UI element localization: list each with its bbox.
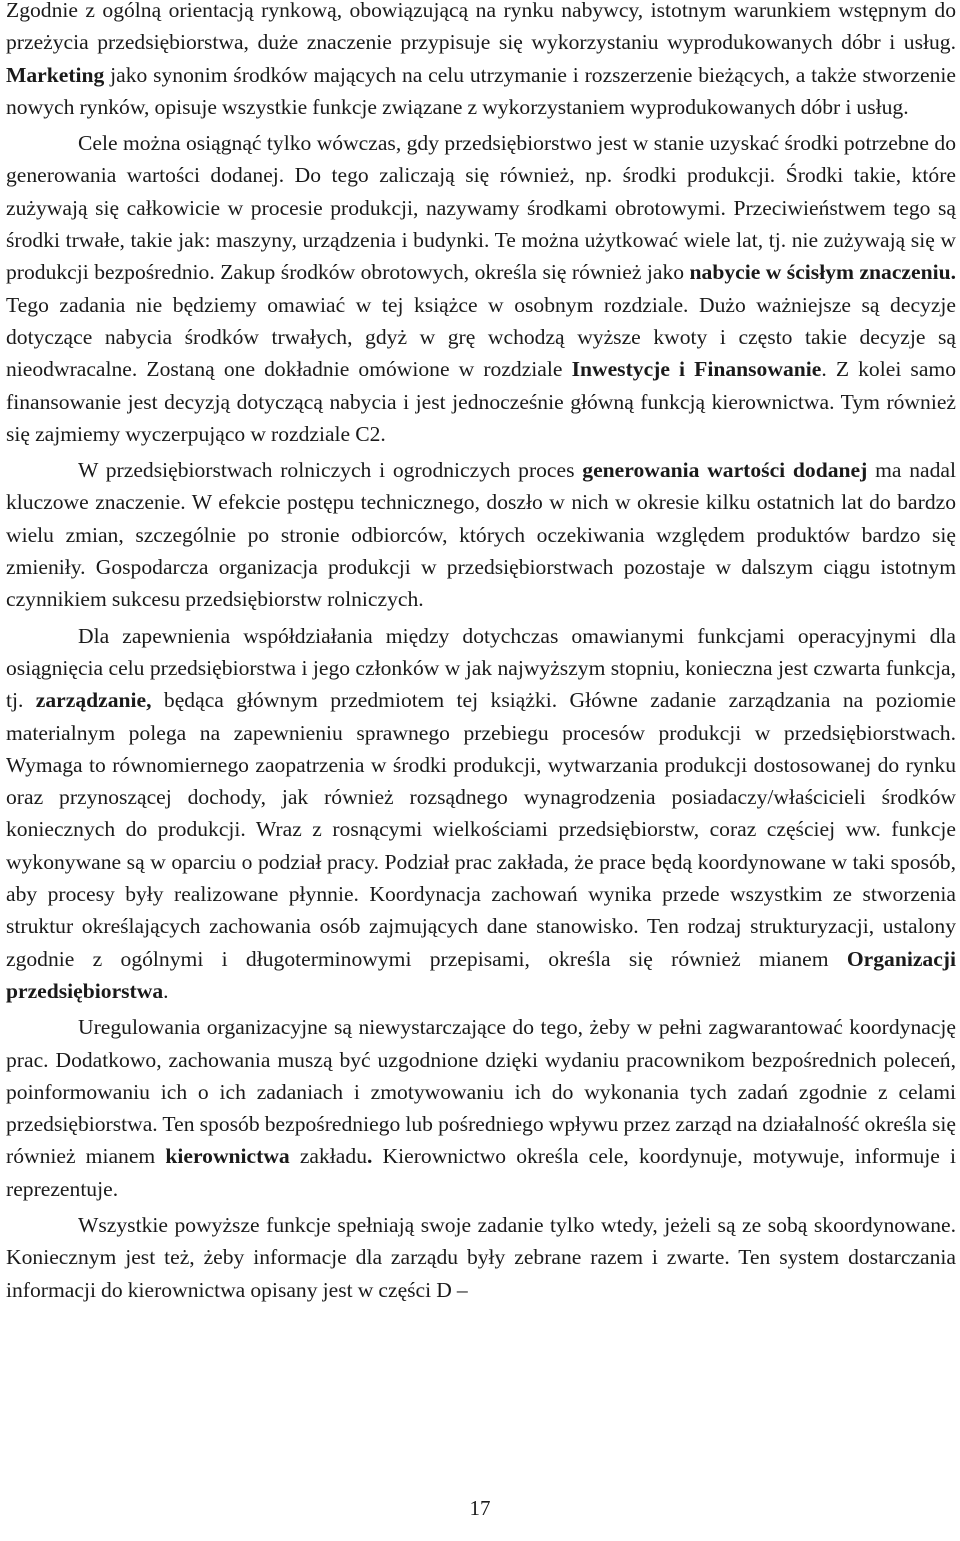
text-run: Zgodnie z ogólną orientacją rynkową, obowiązującą na rynku nabywcy, istotnym warunkiem wstępnym do przeżycia przedsiębiorstwa, duże znaczenie przypisuje się wykorzystaniu wyprodukowanych dóbr i usług.: [6, 0, 956, 55]
paragraph: [6, 127, 956, 450]
paragraph: [6, 1011, 956, 1205]
text-run: zakładu: [289, 1144, 367, 1169]
text-run: W przedsiębiorstwach rolniczych i ogrodniczych proces: [78, 458, 583, 483]
text-run: . Z kolei samo finansowanie jest decyzją dotyczącą nabycia i jest jednocześnie główną funkcją kierownictwa. Tym również się zajmiemy wyczerpująco w rozdziale C2.: [6, 357, 957, 446]
document-page: [6, 0, 956, 1310]
text-run: Cele można osiągnąć tylko wówczas, gdy przedsiębiorstwo jest w stanie uzyskać środki potrzebne do generowania wartości dodanej. Do tego zaliczają się również, np. środki produkcji. Środki takie, które zużywają się całkowicie w procesie produkcji, nazywamy środkami obrotowymi. Przeciwieństwem tego są środki trwałe, takie jak: maszyny, urządzenia i budynki. Te można użytkować wiele lat, tj. nie zużywają się w produkcji bezpośrednio. Zakup środków obrotowych, określa się również jako: [6, 131, 956, 285]
text-run: .: [163, 978, 169, 1003]
text-run: ma nadal kluczowe znaczenie. W efekcie postępu technicznego, doszło w nich w okresie kilku ostatnich lat do bardzo wielu zmian, szczególnie po stronie odbiorców, których oczekiwania względem produktów bardzo się zmieniły. Gospodarcza organizacja produkcji w przedsiębiorstwach pozostaje w dalszym ciągu istotnym czynnikiem sukcesu przedsiębiorstw rolniczych.: [6, 458, 956, 612]
text-run: Tego zadania nie będziemy omawiać w tej książce w osobnym rozdziale. Dużo ważniejsze są decyzje dotyczące nabycia środków trwałych, gdyż w grę wchodzą wyższe kwoty i często takie decyzje są nieodwracalne. Zostaną one dokładnie omówione w rozdziale: [6, 292, 956, 382]
bold-term: kierownictwa: [165, 1144, 290, 1169]
bold-term: Inwestycje i Finansowanie: [571, 357, 822, 382]
text-run: Kierownictwo określa cele, koordynuje, motywuje, informuje i reprezentuje.: [6, 1144, 956, 1201]
bold-term: generowania wartości dodanej: [582, 458, 868, 483]
paragraph: [6, 0, 956, 123]
bold-term: Marketing: [6, 62, 105, 87]
paragraph: [6, 1209, 956, 1306]
text-run: jako synonim środków mających na celu utrzymanie i rozszerzenie bieżących, a także stworzenie nowych rynków, opisuje wszystkie funkcje związane z wykorzystaniem wyprodukowanych dóbr i usług.: [6, 62, 956, 119]
text-run: będąca głównym przedmiotem tej książki. Główne zadanie zarządzania na poziomie materialnym polega na zapewnieniu sprawnego przebiegu procesów produkcji w przedsiębiorstwach. Wymaga to równomiernego zaopatrzenia w środki produkcji, wytwarzania produkcji dostosowanej do rynku oraz przynoszącej dochody, jak również rozsądnego wynagrodzenia posiadaczy/właścicieli środków koniecznych do produkcji. Wraz z rosnącymi wielkościami przedsiębiorstw, coraz częściej ww. funkcje wykonywane są w oparciu o podział pracy. Podział prac zakłada, że prace będą koordynowane w taki sposób, aby procesy były realizowane płynnie. Koordynacja zachowań wynika przede wszystkim ze stworzenia struktur określających zachowania osób zajmujących dane stanowisko. Ten rodzaj strukturyzacji, ustalony zgodnie z ogólnymi i długoterminowymi przepisami, określa się również mianem: [6, 688, 956, 971]
body-text: [6, 0, 956, 1306]
bold-term: .: [367, 1144, 373, 1169]
text-run: Wszystkie powyższe funkcje spełniają swoje zadanie tylko wtedy, jeżeli są ze sobą skoordynowane. Koniecznym jest też, żeby informacje dla zarządu były zebrane razem i zwarte. Ten system dostarczania informacji do kierownictwa opisany jest w części D –: [6, 1212, 956, 1302]
bold-term: zarządzanie,: [35, 688, 152, 713]
paragraph: [6, 620, 956, 1008]
text-run: Dla zapewnienia współdziałania między dotychczas omawianymi funkcjami operacyjnymi dla osiągnięcia celu przedsiębiorstwa i jego członków w jak najwyższym stopniu, konieczna jest czwarta funkcja, tj.: [6, 623, 956, 713]
text-run: Uregulowania organizacyjne są niewystarczające do tego, żeby w pełni zagwarantować koordynację prac. Dodatkowo, zachowania muszą być uzgodnione dzięki wydaniu pracownikom bezpośrednich poleceń, poinformowaniu ich o ich zadaniach i zmotywowaniu ich do wykonania tych zadań zgodnie z celami przedsiębiorstwa. Ten sposób bezpośredniego lub pośredniego wpływu przez zarząd na działalność określa się również mianem: [6, 1015, 956, 1169]
paragraph: [6, 454, 956, 615]
page-number: 17: [469, 1496, 491, 1520]
bold-term: nabycie w ścisłym znaczeniu.: [689, 260, 956, 285]
bold-term: Organizacji przedsiębiorstwa: [6, 946, 956, 1003]
